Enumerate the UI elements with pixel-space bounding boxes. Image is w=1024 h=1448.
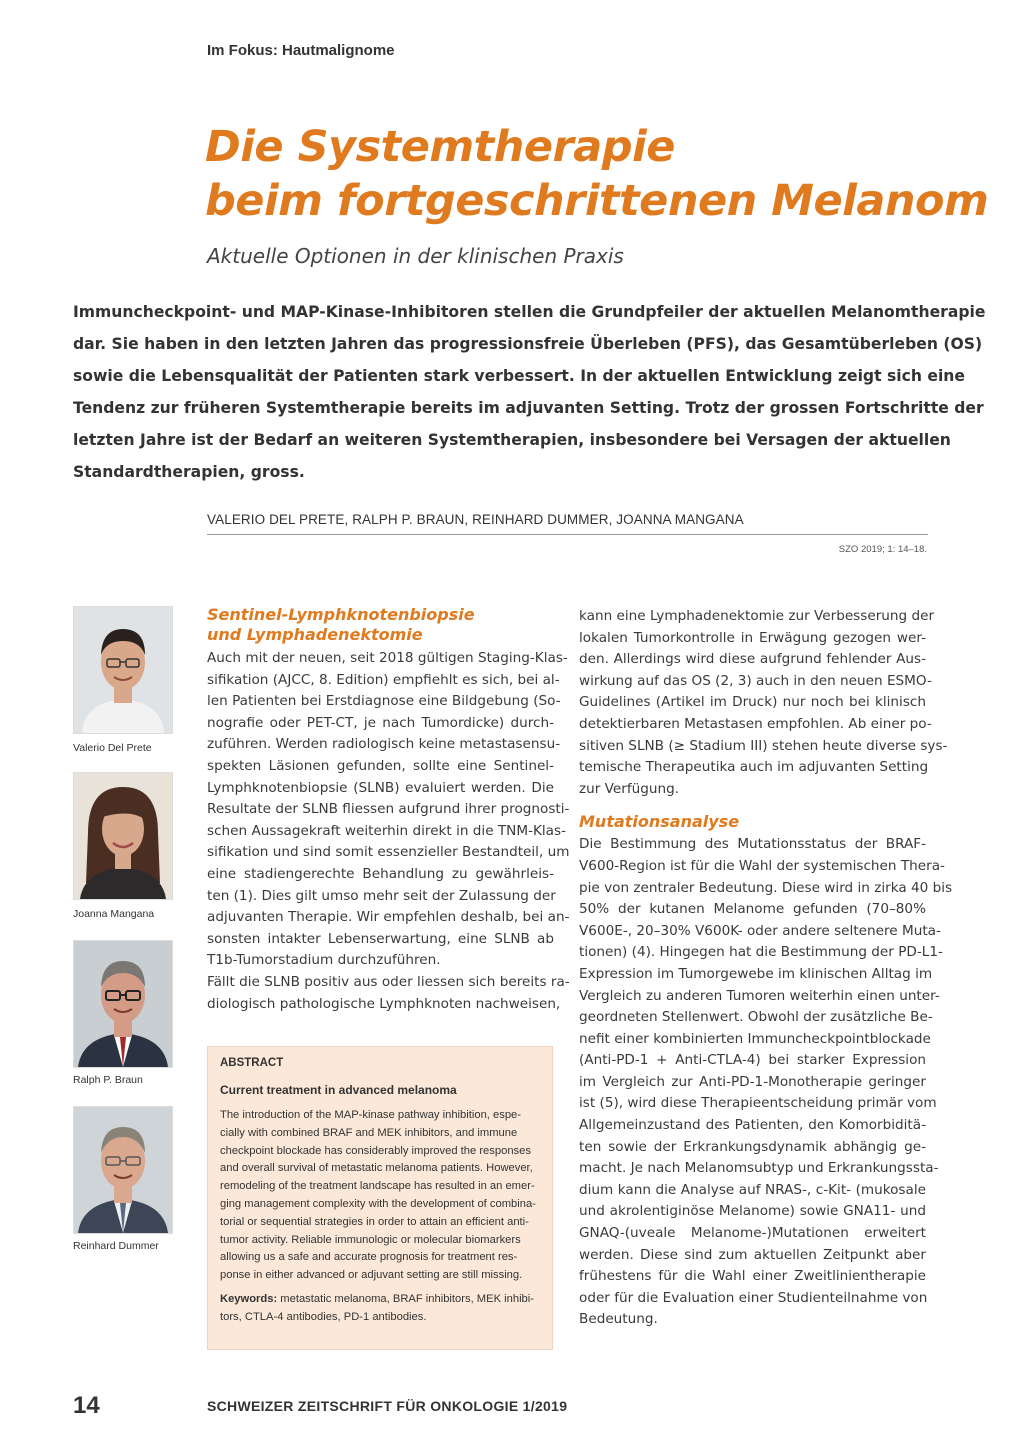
abstract-line: and overall survival of metastatic melanoma patients. However, — [220, 1162, 533, 1175]
text-line: ist (5), wird diese Therapieentscheidung primär vom — [579, 1095, 937, 1112]
text-line: sitiven SLNB (≥ Stadium III) stehen heute diverse sys- — [579, 737, 948, 754]
abstract-line: ponse in either advanced or adjuvant setting are still missing. — [220, 1269, 523, 1282]
text-line: Guidelines (Artikel im Druck) nur noch bei klinisch — [579, 694, 926, 711]
text-line: (Anti-PD-1 + Anti-CTLA-4) bei starker Expression — [579, 1052, 926, 1069]
abstract-body — [220, 1107, 540, 1327]
abstract-box — [207, 1046, 553, 1350]
photo-caption: Reinhard Dummer — [73, 1240, 159, 1252]
article-subtitle: Aktuelle Optionen in der klinischen Praxis — [207, 244, 624, 268]
text-line: lokalen Tumorkontrolle in Erwägung gezogen wer- — [579, 629, 926, 646]
text-line: werden. Diese sind zum aktuellen Zeitpunkt aber — [579, 1246, 926, 1263]
article-title — [205, 120, 989, 228]
text-line: frühestens für die Wahl einer Zweitlinientherapie — [579, 1268, 926, 1285]
keywords-line: tors, CTLA-4 antibodies, PD-1 antibodies. — [220, 1310, 427, 1323]
lead-paragraph — [73, 296, 986, 488]
section-heading: Sentinel-Lymphknotenbiopsie — [207, 605, 475, 624]
citation: SZO 2019; 1: 14–18. — [838, 544, 927, 555]
text-line: V600-Region ist für die Wahl der systemischen Thera- — [579, 857, 945, 874]
text-line: diologisch pathologische Lymphknoten nachweisen, — [207, 995, 561, 1012]
abstract-title: Current treatment in advanced melanoma — [220, 1083, 457, 1097]
text-line: dium kann die Analyse auf NRAS-, c-Kit- (mukosale — [579, 1181, 926, 1198]
abstract-line: torial or sequential strategies in order to attain an efficient anti- — [220, 1215, 529, 1228]
text-line: schen Aussagekraft weiterhin direkt in die TNM-Klas- — [207, 822, 566, 839]
title-line: beim fortgeschrittenen Melanom — [205, 176, 989, 226]
right-column — [579, 606, 953, 1331]
text-line: im Vergleich zur Anti-PD-1-Monotherapie geringer — [579, 1073, 926, 1090]
keywords-text: metastatic melanoma, BRAF inhibitors, MEK inhibi- — [277, 1292, 534, 1305]
lead-line: dar. Sie haben in den letzten Jahren das progressionsfreie Überleben (PFS), das Gesamtüberleben (OS) — [73, 335, 983, 353]
portrait-image — [74, 607, 172, 733]
text-line: kann eine Lymphadenektomie zur Verbesserung der — [579, 608, 935, 624]
text-line: 50% der kutanen Melanome gefunden (70–80% — [579, 901, 926, 918]
text-line: zuführen. Werden radiologisch keine metastasensu- — [207, 736, 561, 753]
text-line: nografie oder PET-CT, je nach Tumordicke) durch- — [207, 714, 554, 731]
portrait-image — [74, 941, 172, 1067]
abstract-line: allowing us a safe and accurate prognosis for treatment res- — [220, 1251, 518, 1264]
abstract-label: ABSTRACT — [220, 1057, 284, 1069]
keywords-line — [220, 1291, 540, 1309]
text-line: ten (1). Dies gilt umso mehr seit der Zulassung der — [207, 887, 556, 904]
text-line: eine stadiengerechte Behandlung zu gewährleis- — [207, 865, 554, 882]
abstract-line: cially with combined BRAF and MEK inhibitors, and immune — [220, 1126, 518, 1139]
photo-caption: Valerio Del Prete — [73, 742, 152, 754]
text-line: geordneten Stellenwert. Obwohl der zusätzliche Be- — [579, 1009, 933, 1026]
journal-name: SCHWEIZER ZEITSCHRIFT FÜR ONKOLOGIE 1/2019 — [207, 1398, 568, 1414]
text-line: V600E-, 20–30% V600K- oder andere seltenere Muta- — [579, 922, 941, 939]
lead-line: letzten Jahre ist der Bedarf an weiteren Systemtherapien, insbesondere bei Versagen der aktuellen — [73, 431, 951, 449]
keywords-label: Keywords: — [220, 1292, 278, 1305]
text-line: sifikation und sind somit essenzieller Bestandteil, um — [207, 844, 570, 861]
text-line: Resultate der SLNB fliessen aufgrund ihrer prognosti- — [207, 801, 570, 818]
section-label: Im Fokus: Hautmalignome — [207, 42, 395, 59]
author-photo — [73, 1106, 173, 1234]
photo-caption: Ralph P. Braun — [73, 1074, 143, 1086]
section-heading: und Lymphadenektomie — [207, 625, 423, 644]
author-photo — [73, 940, 173, 1068]
text-line: nefit einer kombinierten Immuncheckpointblockade — [579, 1030, 931, 1047]
text-line: len Patienten bei Erstdiagnose eine Bildgebung (So- — [207, 693, 561, 710]
text-line: Vergleich zu anderen Tumoren weiterhin einen unter- — [579, 987, 940, 1004]
text-line: Expression im Tumorgewebe im klinischen Alltag im — [579, 965, 933, 982]
text-line: Lymphknotenbiopsie (SLNB) evaluiert werden. Die — [207, 779, 554, 796]
abstract-line: tumor activity. Reliable immunologic or molecular biomarkers — [220, 1233, 521, 1246]
divider — [207, 534, 928, 535]
text-line: Allgemeinzustand des Patienten, den Komorbiditä- — [579, 1117, 926, 1134]
author-photo — [73, 606, 173, 734]
text-line: Bedeutung. — [579, 1311, 658, 1328]
text-line: adjuvanten Therapie. Wir empfehlen deshalb, bei an- — [207, 909, 570, 926]
left-column — [207, 605, 570, 1015]
portrait-image — [74, 1107, 172, 1233]
abstract-line: remodeling of the treatment landscape has resulted in an emer- — [220, 1180, 535, 1193]
abstract-line: checkpoint blockade has considerably improved the responses — [220, 1144, 531, 1157]
text-line: ten sowie der Erkrankungsdynamik abhängig ge- — [579, 1138, 926, 1155]
photo-caption: Joanna Mangana — [73, 908, 155, 920]
text-line: pie von zentraler Bedeutung. Diese wird in zirka 40 bis — [579, 879, 953, 896]
text-line: sonsten intakter Lebenserwartung, eine SLNB ab — [207, 930, 554, 947]
portrait-image — [74, 773, 172, 899]
text-line: detektierbaren Metastasen empfohlen. Ab einer po- — [579, 715, 932, 732]
text-line: macht. Je nach Melanomsubtyp und Erkrankungssta- — [579, 1160, 939, 1177]
text-line: tionen) (4). Hingegen hat die Bestimmung der PD-L1- — [579, 944, 943, 961]
text-line: GNAQ-(uveale Melanome-)Mutationen erweitert — [579, 1225, 926, 1242]
text-line: den. Allerdings wird diese aufgrund fehlender Aus- — [579, 651, 926, 668]
title-line: Die Systemtherapie — [205, 122, 675, 172]
text-line: T1b-Tumorstadium durchzuführen. — [207, 952, 441, 969]
abstract-line: ging management complexity with the development of combina- — [220, 1197, 536, 1210]
lead-line: Immuncheckpoint- und MAP-Kinase-Inhibitoren stellen die Grundpfeiler der aktuellen Melanomtherapie — [73, 303, 986, 321]
abstract-line: The introduction of the MAP-kinase pathway inhibition, espe- — [220, 1109, 521, 1121]
text-line: spekten Läsionen gefunden, sollte eine Sentinel- — [207, 757, 554, 774]
section-heading: Mutationsanalyse — [579, 812, 740, 832]
author-photo — [73, 772, 173, 900]
text-line: wirkung auf das OS (2, 3) auch in den neuen ESMO- — [579, 672, 932, 689]
page-number: 14 — [73, 1392, 100, 1419]
text-line: sifikation (AJCC, 8. Edition) empfiehlt es sich, bei al- — [207, 671, 560, 688]
authors: VALERIO DEL PRETE, RALPH P. BRAUN, REINHARD DUMMER, JOANNA MANGANA — [207, 512, 744, 527]
lead-line: Tendenz zur früheren Systemtherapie bereits im adjuvanten Setting. Trotz der grossen Fortschritte der — [73, 399, 984, 417]
text-line: Die Bestimmung des Mutationsstatus der BRAF- — [579, 836, 926, 853]
text-line: zur Verfügung. — [579, 780, 680, 797]
lead-line: sowie die Lebensqualität der Patienten stark verbessert. In der aktuellen Entwicklung zeigt sich eine — [73, 367, 965, 385]
text-line: temische Therapeutika auch im adjuvanten Setting — [579, 759, 929, 776]
text-line: oder für die Evaluation einer Studienteilnahme von — [579, 1289, 928, 1306]
text-line: und akrolentiginöse Melanome) sowie GNA11- und — [579, 1203, 926, 1220]
lead-line: Standardtherapien, gross. — [73, 463, 305, 481]
text-line: Auch mit der neuen, seit 2018 gültigen Staging-Klas- — [207, 650, 568, 666]
text-line: Fällt die SLNB positiv aus oder liessen sich bereits ra- — [207, 973, 570, 990]
